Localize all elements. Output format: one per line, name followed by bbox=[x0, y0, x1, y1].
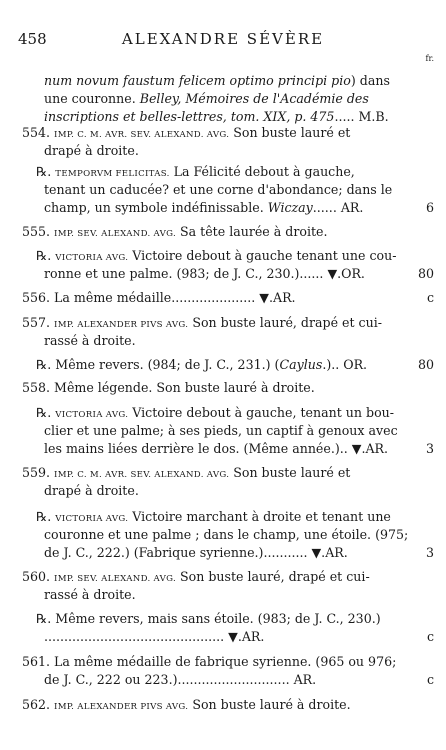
text-run: Son buste lauré et bbox=[229, 125, 351, 140]
text-run: une couronne. bbox=[44, 91, 140, 106]
text-run: La Félicité debout à gauche, bbox=[169, 164, 355, 179]
text-run: de J. C., 222 ou 223.)............................ AR. bbox=[44, 672, 317, 687]
text-run: Victoire debout à gauche tenant une cou- bbox=[128, 248, 397, 263]
italic-text: inscriptions et belles-lettres, tom. XIX, p. 475 bbox=[44, 109, 335, 124]
italic-text: Caylus bbox=[279, 357, 323, 372]
rarity-value: c bbox=[426, 629, 434, 644]
text-line bbox=[44, 545, 348, 561]
text-run: ...... AR. bbox=[312, 200, 364, 215]
text-line bbox=[22, 125, 350, 141]
text-line bbox=[44, 423, 398, 439]
italic-text: Belley, Mémoires de l'Académie des bbox=[139, 91, 369, 106]
text-run: drapé à droite. bbox=[44, 483, 139, 498]
running-title: ALEXANDRE SÉVÈRE bbox=[121, 30, 325, 48]
text-line bbox=[44, 143, 139, 159]
legend-small-caps: TEMPORVM FELICITAS. bbox=[55, 169, 170, 179]
legend-small-caps: IMP. ALEXANDER PIVS AVG. bbox=[54, 702, 189, 712]
text-line bbox=[36, 509, 391, 525]
text-run: Sa tête laurée à droite. bbox=[176, 224, 328, 239]
rarity-value: 3 bbox=[425, 545, 434, 560]
text-line bbox=[44, 182, 392, 198]
text-run: Son buste lauré, drapé et cui- bbox=[188, 315, 382, 330]
text-run: 556. La même médaille..................... ▼.AR. bbox=[22, 290, 296, 305]
text-run: ronne et une palme. (983; de J. C., 230.)...... ▼.OR. bbox=[44, 266, 365, 281]
text-run: Son buste lauré à droite. bbox=[188, 697, 351, 712]
text-line bbox=[36, 248, 396, 264]
text-run: clier et une palme; à ses pieds, un captif à genoux avec bbox=[44, 423, 398, 438]
page-number: 458 bbox=[18, 30, 47, 48]
text-line bbox=[36, 164, 355, 180]
text-line bbox=[22, 569, 370, 585]
rarity-value: 6 bbox=[425, 200, 434, 215]
text-line bbox=[44, 527, 408, 543]
legend-small-caps: VICTORIA AVG. bbox=[55, 410, 129, 420]
text-run: 554. bbox=[22, 125, 55, 140]
text-run: ℞. Même revers, mais sans étoile. (983; de J. C., 230.) bbox=[36, 611, 381, 626]
text-line bbox=[36, 357, 367, 373]
text-run: 558. Même légende. Son buste lauré à droite. bbox=[22, 380, 315, 395]
text-run: Son buste lauré et bbox=[229, 465, 351, 480]
text-run: 562. bbox=[22, 697, 55, 712]
legend-small-caps: IMP. C. M. AVR. SEV. ALEXAND. AVG. bbox=[54, 470, 230, 480]
text-line bbox=[44, 333, 136, 349]
text-line bbox=[44, 587, 136, 603]
text-run: ℞. bbox=[36, 509, 56, 524]
text-run: 561. La même médaille de fabrique syrienne. (965 ou 976; bbox=[22, 654, 397, 669]
text-run: Son buste lauré, drapé et cui- bbox=[176, 569, 370, 584]
text-line bbox=[44, 266, 365, 282]
text-line bbox=[44, 200, 363, 216]
text-line bbox=[44, 672, 316, 688]
legend-small-caps: VICTORIA AVG. bbox=[55, 253, 129, 263]
rarity-value: c bbox=[426, 290, 434, 305]
legend-small-caps: IMP. SEV. ALEXAND. AVG. bbox=[54, 574, 177, 584]
text-line bbox=[44, 91, 369, 107]
text-run: ℞. Même revers. (984; de J. C., 231.) ( bbox=[36, 357, 280, 372]
text-run: ..... M.B. bbox=[334, 109, 389, 124]
rarity-value: c bbox=[426, 672, 434, 687]
italic-text: Wiczay bbox=[267, 200, 313, 215]
text-run: Victoire marchant à droite et tenant une bbox=[128, 509, 391, 524]
text-run: les mains liées derrière le dos. (Même année.).. ▼.AR. bbox=[44, 441, 389, 456]
text-run: rassé à droite. bbox=[44, 587, 136, 602]
legend-small-caps: IMP. C. M. AVR. SEV. ALEXAND. AVG. bbox=[54, 130, 230, 140]
text-run: ℞. bbox=[36, 164, 56, 179]
legend-small-caps: IMP. ALEXANDER PIVS AVG. bbox=[54, 320, 189, 330]
text-line bbox=[22, 465, 350, 481]
text-line bbox=[44, 109, 389, 125]
text-line bbox=[44, 441, 388, 457]
text-line bbox=[36, 611, 381, 627]
text-run: ) dans bbox=[350, 73, 390, 88]
text-run: couronne et une palme ; dans le champ, une étoile. (975; bbox=[44, 527, 409, 542]
text-line bbox=[44, 629, 264, 645]
text-run: .).. OR. bbox=[322, 357, 368, 372]
text-line bbox=[22, 654, 396, 670]
text-run: tenant un caducée? et une corne d'abondance; dans le bbox=[44, 182, 393, 197]
text-run: 559. bbox=[22, 465, 55, 480]
text-run: ℞. bbox=[36, 248, 56, 263]
text-line bbox=[44, 483, 139, 499]
text-line bbox=[22, 224, 328, 240]
italic-text: num novum faustum felicem optimo principi pio bbox=[44, 73, 351, 88]
text-run: champ, un symbole indéfinissable. bbox=[44, 200, 268, 215]
text-line bbox=[22, 315, 382, 331]
text-run: ............................................. ▼.AR. bbox=[44, 629, 265, 644]
rarity-value: 80 bbox=[417, 266, 434, 281]
text-run: rassé à droite. bbox=[44, 333, 136, 348]
text-run: de J. C., 222.) (Fabrique syrienne.)........... ▼.AR. bbox=[44, 545, 348, 560]
column-label: fr. bbox=[425, 54, 434, 63]
legend-small-caps: IMP. SEV. ALEXAND. AVG. bbox=[54, 229, 177, 239]
legend-small-caps: VICTORIA AVG. bbox=[55, 514, 129, 524]
text-line bbox=[36, 405, 394, 421]
text-run: drapé à droite. bbox=[44, 143, 139, 158]
text-line bbox=[22, 697, 351, 713]
text-run: ℞. bbox=[36, 405, 56, 420]
text-line bbox=[22, 380, 315, 396]
text-run: 557. bbox=[22, 315, 55, 330]
text-run: 560. bbox=[22, 569, 55, 584]
text-run: Victoire debout à gauche, tenant un bou- bbox=[128, 405, 395, 420]
text-line bbox=[44, 73, 390, 89]
rarity-value: 80 bbox=[417, 357, 434, 372]
text-line bbox=[22, 290, 296, 306]
rarity-value: 3 bbox=[425, 441, 434, 456]
text-run: 555. bbox=[22, 224, 55, 239]
